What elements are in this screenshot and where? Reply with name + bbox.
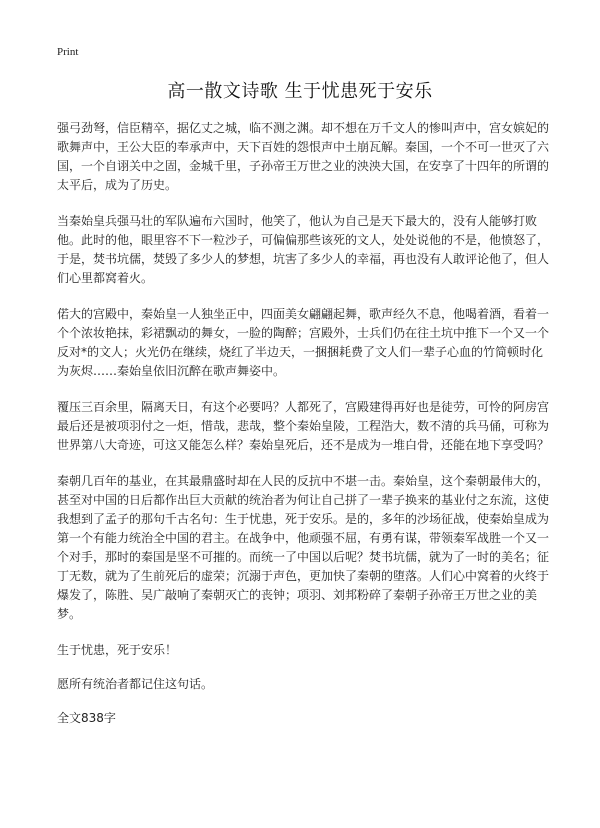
paragraph: 强弓劲弩，信臣精卒，据亿丈之城，临不测之渊。却不想在万千文人的惨叫声中，宫女嫔妃的歌舞声中，王公大臣的奉承声中，天下百姓的怨恨声中土崩瓦解。秦国，一个不可一世灭了六国，一个自诩关中之固，金城千里，子孙帝王万世之业的泱泱大国，在安享了十四年的所谓的太平后，成为了历史。 [57, 121, 550, 192]
paragraph: 当秦始皇兵强马壮的军队遍布六国时，他笑了，他认为自己是天下最大的，没有人能够打败他。此时的他，眼里容不下一粒沙子，可偏偏那些该死的文人，处处说他的不是，他愤怒了，于是，焚书坑儒，焚毁了多少人的梦想，坑害了多少人的幸福，再也没有人敢评论他了，但人们心里都窝着火。 [57, 214, 550, 285]
word-count: 全文838字 [57, 711, 116, 725]
paragraph: 愿所有统治者都记住这句话。 [57, 677, 214, 691]
paragraph: 生于忧患，死于安乐！ [57, 643, 178, 657]
page-title: 高一散文诗歌 生于忧患死于安乐 [167, 81, 433, 102]
paragraph: 偌大的宫殿中，秦始皇一人独坐正中，四面美女翩翩起舞，歌声经久不息，他喝着酒，看着一个个浓妆艳抹，彩裙飘动的舞女，一脸的陶醉；宫殿外，士兵们仍在往土坑中推下一个又一个反对*的文人；火光仍在继续，烧红了半边天，一捆捆耗费了文人们一辈子心血的竹简顿时化为灰烬……秦始皇依旧沉醉在歌声舞姿中。 [57, 307, 550, 378]
paragraph: 秦朝几百年的基业，在其最鼎盛时却在人民的反抗中不堪一击。秦始皇，这个秦朝最伟大的，甚至对中国的日后都作出巨大贡献的统治者为何让自己拼了一辈子换来的基业付之东流，这使我想到了孟子的那句千古名句：生于忧患，死于安乐。是的，多年的沙场征战，使秦始皇成为第一个有能力统治全中国的君主。在战争中，他顽强不屈，有勇有谋，带领秦军战胜一个又一个对手，那时的秦国是坚不可摧的。而统一了中国以后呢？焚书坑儒，就为了一时的美名；征丁无数，就为了生前死后的虚荣；沉溺于声色，更加快了秦朝的堕落。人们心中窝着的火终于爆发了，陈胜、吴广敲响了秦朝灭亡的丧钟；项羽、刘邦粉碎了秦朝子孙帝王万世之业的美梦。 [57, 474, 550, 621]
article-body [57, 119, 554, 728]
paragraph: 覆压三百余里，隔离天日，有这个必要吗？人都死了，宫殿建得再好也是徒劳，可怜的阿房宫最后还是被项羽付之一炬，惜哉，悲哉，整个秦始皇陵，工程浩大，数不清的兵马俑，可称为世界第八大奇迹，可这又能怎么样？秦始皇死后，还不是成为一堆白骨，还能在地下享受吗？ [57, 400, 550, 452]
print-link[interactable]: Print [57, 46, 79, 58]
